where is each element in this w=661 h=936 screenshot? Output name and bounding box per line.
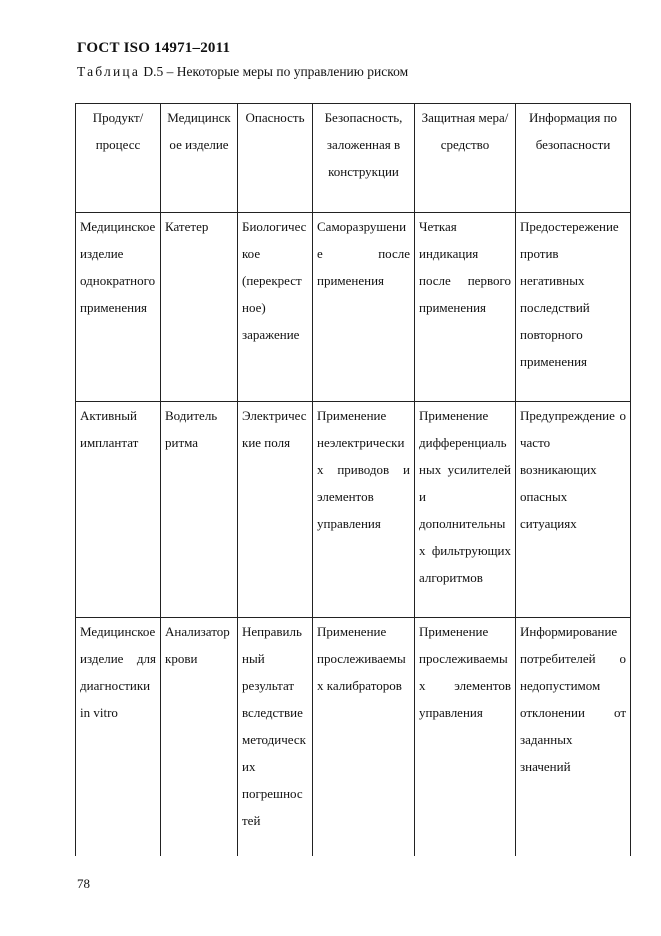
standard-title: ГОСТ ISO 14971–2011 — [77, 40, 231, 56]
cell-design-safety: Саморазрушение после применения — [313, 213, 415, 402]
page-number: 78 — [77, 876, 90, 891]
cell-safety-info: Предупреждение о часто возникающих опасных ситуациях — [516, 402, 631, 618]
column-header-design-safety — [313, 104, 415, 213]
column-header-protective-measure — [415, 104, 516, 213]
column-header-protective-measure-text: Защитная мера/ средство — [421, 110, 509, 152]
caption-label: Таблица — [77, 64, 141, 79]
table-row — [76, 618, 631, 857]
column-header-product: Продукт/ процесс — [76, 104, 161, 213]
cell-hazard: Биологическое (перекрестное) заражение — [238, 213, 313, 402]
cell-device: Водитель ритма — [161, 402, 238, 618]
risk-control-table — [75, 103, 631, 856]
table-row — [76, 213, 631, 402]
cell-product: Медицинское изделие для диагностики in vitro — [76, 618, 161, 857]
cell-protective-measure: Применение прослеживаемых элементов управления — [415, 618, 516, 857]
cell-design-safety: Применение прослеживаемых калибраторов — [313, 618, 415, 857]
column-header-device — [161, 104, 238, 213]
cell-protective-measure: Четкая индикация после первого применения — [415, 213, 516, 402]
table-caption — [77, 64, 408, 80]
column-header-device-text: Медицинское изделие — [167, 110, 231, 152]
cell-device: Анализатор крови — [161, 618, 238, 857]
cell-protective-measure: Применение дифференциальных усилителей и дополнительных фильтрующих алгоритмов — [415, 402, 516, 618]
cell-product: Активный имплантат — [76, 402, 161, 618]
column-header-hazard-text: Опасность — [245, 110, 305, 125]
cell-design-safety: Применение неэлектрических приводов и элементов управления — [313, 402, 415, 618]
table-row — [76, 402, 631, 618]
column-header-design-safety-text: Безопасность, заложенная в конструкции — [324, 110, 403, 179]
cell-product: Медицинское изделие однократного применения — [76, 213, 161, 402]
column-header-safety-info — [516, 104, 631, 213]
cell-safety-info: Информирование потребителей о недопустимом отклонении от заданных значений — [516, 618, 631, 857]
cell-hazard: Электрические поля — [238, 402, 313, 618]
caption-text: D.5 – Некоторые меры по управлению риском — [140, 64, 409, 79]
cell-safety-info: Предостережение против негативных последствий повторного применения — [516, 213, 631, 402]
column-header-safety-info-text: Информация по безопасности — [528, 110, 618, 152]
column-header-hazard — [238, 104, 313, 213]
cell-hazard: Неправильный результат вследствие методических погрешностей — [238, 618, 313, 857]
cell-device: Катетер — [161, 213, 238, 402]
table-header-row — [76, 104, 631, 213]
